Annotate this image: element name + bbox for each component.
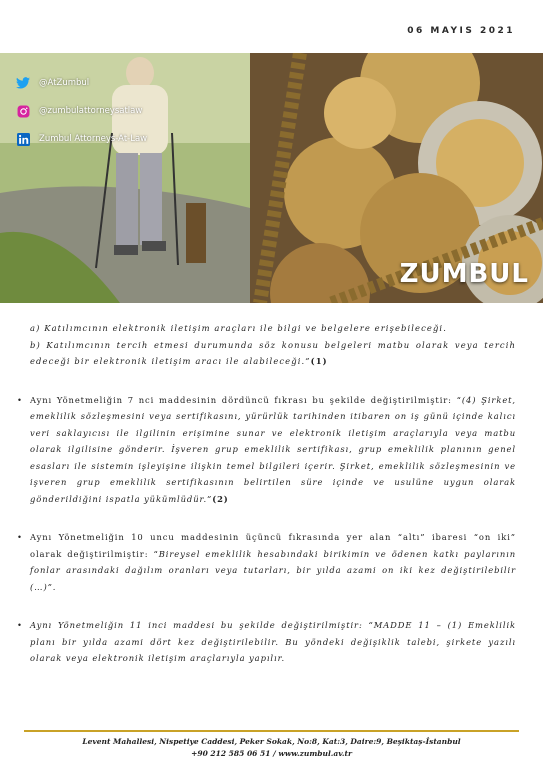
linkedin-name: Zumbul Attorneys-At-Law bbox=[39, 134, 148, 144]
page-footer bbox=[0, 736, 543, 760]
bullet-item bbox=[17, 392, 516, 508]
bullet-dot-icon: • bbox=[17, 532, 23, 542]
bullet-lead: Aynı Yönetmeliğin 10 uncu maddesinin üçüncü fıkrasında yer alan “altı” ibaresi “on iki” olarak değiştirilmiştir: “ bbox=[30, 532, 516, 559]
social-twitter[interactable] bbox=[16, 69, 147, 97]
linkedin-icon bbox=[16, 132, 30, 146]
bullet-dot-icon: • bbox=[17, 620, 23, 630]
footnote-ref-2[interactable]: (2) bbox=[212, 493, 229, 504]
intro-item-b bbox=[30, 337, 516, 370]
bullet-quote: Bireysel emeklilik hesabındaki birikimin ve ödenen katkı paylarının fonlar arasındaki dağılım oranları veya tutarları, bir yılda azami on iki kez değiştirilebilir (…)”. bbox=[30, 548, 516, 592]
footer-divider bbox=[24, 730, 519, 732]
bullet-quote: Aynı Yönetmeliğin 11 inci maddesi bu şekilde değiştirilmiştir: “MADDE 11 – (1) Emeklilik planı bir yılda azami dört kez değiştirilebilir. Bu yöndeki değişiklik talebi, şirkete yazılı olarak veya elektronik iletişim araçlarıyla yapılır. bbox=[30, 620, 516, 663]
bullet-item bbox=[17, 529, 516, 595]
document-date: 06 MAYIS 2021 bbox=[407, 26, 515, 36]
social-linkedin[interactable] bbox=[16, 125, 147, 153]
social-instagram[interactable] bbox=[16, 97, 147, 125]
header-banner bbox=[0, 53, 543, 303]
twitter-handle: @AtZumbul bbox=[39, 78, 90, 88]
intro-item-a: a) Katılımcının elektronik iletişim araçları ile bilgi ve belgelere erişebileceği. bbox=[30, 323, 447, 333]
brand-logo: ZUMBUL bbox=[399, 259, 529, 289]
document-body bbox=[17, 320, 516, 689]
bullet-quote: (4) Şirket, emeklilik sözleşmesini veya sertifikasını, yürürlük tarihinden itibaren on iş günü içinde kalıcı veri saklayıcısı ile ilgilinin erişimine sunar ve elektronik iletişim araçlarıyla veya matbu olarak ilgilisine gönderir. İşveren grup emeklilik sertifikası, grup emeklilik planının genel esasları ile sistemin işleyişine ilişkin temel bilgileri içerir. Şirket, emeklilik sözleşmesinin ve işveren grup emeklilik sertifikasının belirtilen süre içinde ve usulüne uygun olarak gönderildiğini ispatla yükümlüdür.” bbox=[30, 394, 516, 504]
instagram-handle: @zumbulattorneysatlaw bbox=[39, 106, 143, 116]
footer-contact[interactable]: +90 212 585 06 51 / www.zumbul.av.tr bbox=[191, 749, 352, 758]
bullet-lead: Aynı Yönetmeliğin 7 nci maddesinin dördüncü fıkrası bu şekilde değiştirilmiştir: “ bbox=[30, 394, 462, 405]
instagram-icon bbox=[16, 104, 30, 118]
intro-list bbox=[30, 320, 516, 370]
social-links bbox=[16, 69, 147, 153]
twitter-icon bbox=[16, 76, 30, 90]
bullet-dot-icon: • bbox=[17, 394, 23, 405]
footnote-ref-1[interactable]: (1) bbox=[310, 356, 328, 366]
intro-item-b-text: b) Katılımcının tercih etmesi durumunda söz konusu belgeleri matbu olarak veya tercih edeceği bir elektronik iletişim aracı ile alabileceği.” bbox=[30, 339, 516, 366]
bullet-item bbox=[17, 617, 516, 667]
footer-address: Levent Mahallesi, Nispetiye Caddesi, Peker Sokak, No:8, Kat:3, Daire:9, Beşiktaş-İstanbul bbox=[82, 737, 461, 746]
